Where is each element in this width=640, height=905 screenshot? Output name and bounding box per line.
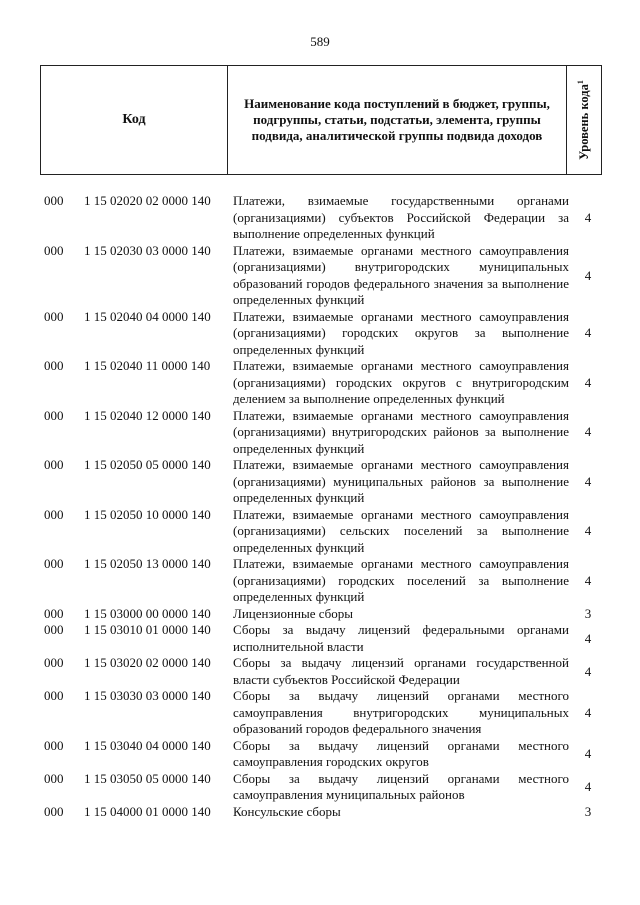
org-cell: 000: [44, 193, 64, 208]
org-cell: 000: [44, 688, 64, 703]
level-cell: 4: [584, 746, 592, 761]
code-cell: 1 15 03000 00 0000 140: [84, 605, 211, 621]
org-cell: 000: [44, 605, 64, 621]
org-cell: 000: [44, 457, 64, 472]
code-cell: 1 15 03040 04 0000 140: [84, 737, 211, 753]
org-cell: 000: [44, 242, 64, 258]
table-row: [40, 408, 602, 458]
name-cell: Сборы за выдачу лицензий органами государственной власти субъектов Российской Федерации: [233, 655, 569, 687]
table-row: [40, 507, 602, 557]
name-cell: Консульские сборы: [233, 803, 341, 819]
header-code: Код: [41, 66, 228, 175]
code-cell: 1 15 02040 04 0000 140: [84, 308, 211, 324]
org-cell: 000: [44, 737, 64, 753]
code-cell: 1 15 03030 03 0000 140: [84, 688, 211, 703]
level-cell: 4: [584, 374, 592, 390]
table-row: [40, 243, 602, 309]
code-cell: 1 15 02030 03 0000 140: [84, 242, 211, 258]
level-cell: 4: [584, 424, 592, 440]
code-cell: 1 15 02050 05 0000 140: [84, 457, 211, 472]
header-level-footnote: 1: [575, 80, 585, 85]
name-cell: Платежи, взимаемые органами местного самоуправления (организациями) муниципальных районов за выполнение определенных функций: [233, 457, 569, 505]
org-cell: 000: [44, 770, 64, 786]
name-cell: Платежи, взимаемые органами местного самоуправления (организациями) городских округов за выполнение определенных функций: [233, 308, 569, 357]
page-number: 589: [310, 34, 330, 49]
table-row: [40, 309, 602, 359]
code-cell: 1 15 03010 01 0000 140: [84, 622, 211, 637]
header-level-label: [576, 80, 592, 160]
table-row: [40, 606, 602, 623]
table-row: [40, 193, 602, 243]
code-cell: 1 15 02050 10 0000 140: [84, 506, 211, 522]
level-cell: 4: [584, 704, 592, 720]
code-cell: 1 15 04000 01 0000 140: [84, 803, 211, 819]
name-cell: Платежи, взимаемые органами местного самоуправления (организациями) городских поселений за выполнение определенных функций: [233, 556, 569, 604]
org-cell: 000: [44, 556, 64, 571]
level-cell: 4: [584, 209, 592, 225]
level-cell: 4: [584, 779, 592, 794]
code-cell: 1 15 02050 13 0000 140: [84, 556, 211, 571]
table-row: [40, 556, 602, 606]
table-row: [40, 622, 602, 655]
name-cell: Сборы за выдачу лицензий органами местного самоуправления городских округов: [233, 737, 569, 769]
level-cell: 4: [584, 663, 592, 679]
name-cell: Сборы за выдачу лицензий органами местного самоуправления муниципальных районов: [233, 770, 569, 802]
code-cell: 1 15 02040 12 0000 140: [84, 407, 211, 423]
header-name: Наименование кода поступлений в бюджет, группы, подгруппы, статьи, подстатьи, элемента, группы подвида, аналитической группы подвида доходов: [228, 66, 567, 175]
table-body: [40, 193, 602, 820]
table-row: [40, 738, 602, 771]
code-cell: 1 15 03050 05 0000 140: [84, 770, 211, 786]
level-cell: 4: [584, 267, 592, 283]
level-cell: 4: [584, 523, 592, 539]
table-row: [40, 655, 602, 688]
name-cell: Сборы за выдачу лицензий федеральными органами исполнительной власти: [233, 622, 569, 654]
level-cell: 3: [584, 803, 592, 819]
code-cell: 1 15 02020 02 0000 140: [84, 193, 211, 208]
name-cell: Сборы за выдачу лицензий органами местного самоуправления внутригородских муниципальных образований городов федерального значения: [233, 688, 569, 736]
org-cell: 000: [44, 358, 64, 373]
table-row: [40, 804, 602, 821]
org-cell: 000: [44, 308, 64, 324]
name-cell: Лицензионные сборы: [233, 605, 353, 621]
code-cell: 1 15 03020 02 0000 140: [84, 655, 211, 670]
level-cell: 3: [584, 605, 592, 621]
header-level: [567, 66, 602, 175]
name-cell: Платежи, взимаемые государственными органами (организациями) субъектов Российской Федерации за выполнение определенных функций: [233, 193, 569, 241]
code-cell: 1 15 02040 11 0000 140: [84, 358, 211, 373]
org-cell: 000: [44, 506, 64, 522]
org-cell: 000: [44, 622, 64, 637]
org-cell: 000: [44, 655, 64, 670]
name-cell: Платежи, взимаемые органами местного самоуправления (организациями) городских округов с внутригородским делением за выполнение определенных функций: [233, 358, 569, 406]
table-row: [40, 771, 602, 804]
org-cell: 000: [44, 803, 64, 819]
table-row: [40, 358, 602, 408]
header-level-text: Уровень кода: [577, 84, 592, 160]
level-cell: 4: [584, 325, 592, 341]
level-cell: 4: [584, 473, 592, 489]
level-cell: 4: [584, 630, 592, 646]
table-row: [40, 457, 602, 507]
table-header: [40, 65, 602, 175]
name-cell: Платежи, взимаемые органами местного самоуправления (организациями) внутригородских муниципальных образований городов федерального значения за выполнение определенных функций: [233, 242, 569, 307]
name-cell: Платежи, взимаемые органами местного самоуправления (организациями) внутригородских районов за выполнение определенных функций: [233, 407, 569, 456]
table-row: [40, 688, 602, 738]
org-cell: 000: [44, 407, 64, 423]
name-cell: Платежи, взимаемые органами местного самоуправления (организациями) сельских поселений за выполнение определенных функций: [233, 506, 569, 555]
level-cell: 4: [584, 572, 592, 588]
